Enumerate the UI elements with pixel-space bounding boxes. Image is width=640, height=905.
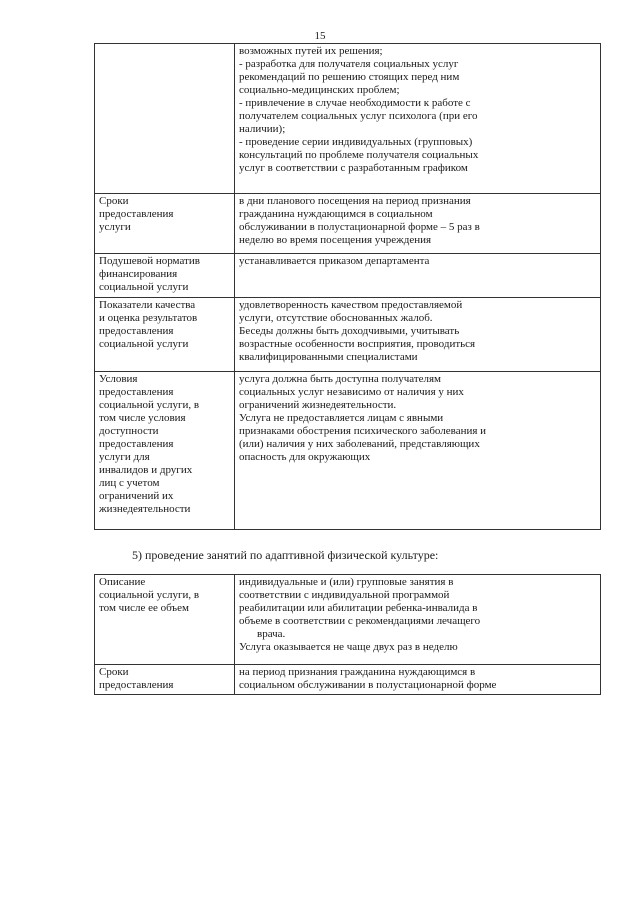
table-row xyxy=(95,298,601,372)
table-row xyxy=(95,372,601,530)
text-line: и оценка результатов xyxy=(99,312,198,324)
text-line: предоставления xyxy=(99,208,174,220)
row-content-cell xyxy=(235,194,601,254)
page-number: 15 xyxy=(314,30,326,42)
row-content-cell xyxy=(235,575,601,665)
text-line: жизнедеятельности xyxy=(99,503,191,515)
row-label-cell xyxy=(95,298,235,372)
text-line: услуг в соответствии с разработанным графиком xyxy=(239,162,468,174)
text-line: Условия xyxy=(99,373,138,385)
text-line: - привлечение в случае необходимости к работе с xyxy=(239,97,471,109)
text-line: том числе ее объем xyxy=(99,602,189,614)
text-line: Показатели качества xyxy=(99,299,196,311)
text-line: квалифицированными специалистами xyxy=(239,351,418,363)
text-line: услуга должна быть доступна получателям xyxy=(239,373,442,385)
text-line: социальных услуг независимо от наличия у них xyxy=(239,386,464,398)
text-line: - разработка для получателя социальных услуг xyxy=(239,58,459,70)
services-table-continued xyxy=(94,43,601,530)
text-line: (или) наличия у них заболеваний, представляющих xyxy=(239,438,480,450)
row-label-cell xyxy=(95,665,235,695)
text-line: реабилитации или абилитации ребенка-инвалида в xyxy=(239,602,478,614)
text-line: Описание xyxy=(99,576,146,588)
row-label-cell xyxy=(95,194,235,254)
row-label-cell xyxy=(95,372,235,530)
text-line: в дни планового посещения на период признания xyxy=(239,195,471,207)
text-line: том числе условия xyxy=(99,412,186,424)
row-content-cell xyxy=(235,254,601,298)
text-line: социальной услуги, в xyxy=(99,589,200,601)
text-line: лиц с учетом xyxy=(99,477,160,489)
text-line: социальном обслуживании в полустационарной форме xyxy=(239,679,497,691)
text-line: соответствии с индивидуальной программой xyxy=(239,589,450,601)
text-line: признаками обострения психического заболевания и xyxy=(239,425,487,437)
text-line: финансирования xyxy=(99,268,178,280)
table-row xyxy=(95,254,601,298)
text-line: удовлетворенность качеством предоставляемой xyxy=(239,299,463,311)
services-table-adaptive-pe xyxy=(94,574,601,695)
text-line: получателем социальных услуг психолога (при его xyxy=(239,110,478,122)
text-line: опасность для окружающих xyxy=(239,451,371,463)
row-label-cell xyxy=(95,575,235,665)
row-label-cell xyxy=(95,44,235,194)
text-line: гражданина нуждающимся в социальном xyxy=(239,208,433,220)
text-line: Подушевой норматив xyxy=(99,255,200,267)
text-line: доступности xyxy=(99,425,159,437)
text-line: ограничений их xyxy=(99,490,174,502)
text-line: наличии); xyxy=(239,123,286,135)
text-line: социальной услуги xyxy=(99,338,189,350)
text-line: Услуга оказывается не чаще двух раз в неделю xyxy=(239,641,458,653)
text-line: ограничений жизнедеятельности. xyxy=(239,399,397,411)
text-line: услуги, отсутствие обоснованных жалоб. xyxy=(239,312,433,324)
text-line: консультаций по проблеме получателя социальных xyxy=(239,149,479,161)
text-line: предоставления xyxy=(99,679,174,691)
text-line: предоставления xyxy=(99,438,174,450)
text-line: социально-медицинских проблем; xyxy=(239,84,400,96)
text-line: Услуга не предоставляется лицам с явными xyxy=(239,412,444,424)
text-line: обслуживании в полустационарной форме – 5 раз в xyxy=(239,221,480,233)
text-line: Сроки xyxy=(99,666,129,678)
text-line: возможных путей их решения; xyxy=(239,45,383,57)
table-row xyxy=(95,44,601,194)
text-line: - проведение серии индивидуальных (групповых) xyxy=(239,136,473,148)
row-content-cell xyxy=(235,44,601,194)
table-row xyxy=(95,575,601,665)
text-line: возрастные особенности восприятия, проводиться xyxy=(239,338,476,350)
text-line: социальной услуги xyxy=(99,281,189,293)
text-line: социальной услуги, в xyxy=(99,399,200,411)
row-content-cell xyxy=(235,665,601,695)
section-heading: 5) проведение занятий по адаптивной физической культуре: xyxy=(132,548,439,562)
text-line: устанавливается приказом департамента xyxy=(239,255,430,267)
table-row xyxy=(95,665,601,695)
text-line: рекомендаций по решению стоящих перед ним xyxy=(239,71,460,83)
text-line: на период признания гражданина нуждающимся в xyxy=(239,666,476,678)
text-line: предоставления xyxy=(99,386,174,398)
text-line: услуги для xyxy=(99,451,150,463)
text-line: врача. xyxy=(257,628,286,640)
text-line: объеме в соответствии с рекомендациями лечащего xyxy=(239,615,481,627)
text-line: инвалидов и других xyxy=(99,464,193,476)
text-line: услуги xyxy=(99,221,131,233)
text-line: индивидуальные и (или) групповые занятия в xyxy=(239,576,454,588)
text-line: Сроки xyxy=(99,195,129,207)
row-content-cell xyxy=(235,298,601,372)
text-line: Беседы должны быть доходчивыми, учитывать xyxy=(239,325,460,337)
text-line: неделю во время посещения учреждения xyxy=(239,234,432,246)
row-content-cell xyxy=(235,372,601,530)
table-row xyxy=(95,194,601,254)
text-line: предоставления xyxy=(99,325,174,337)
row-label-cell xyxy=(95,254,235,298)
